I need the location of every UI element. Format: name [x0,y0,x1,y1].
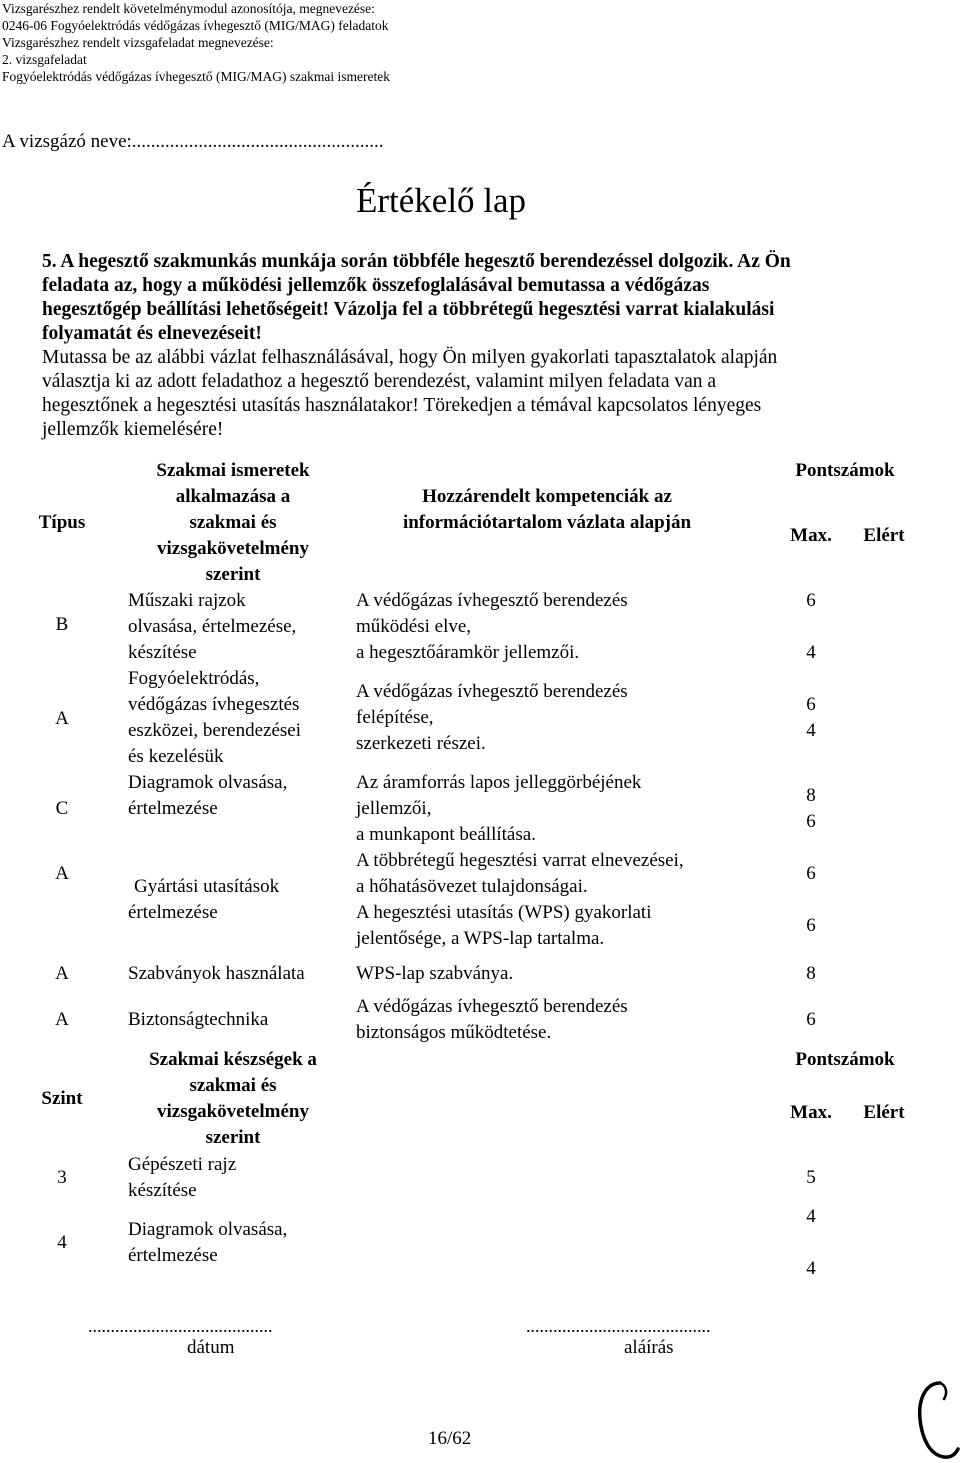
task-bold-4: folyamatát és elnevezéseit! [42,323,262,344]
row2-max-a: 6 [806,694,816,715]
row6-knowledge: Biztonságtechnika [128,1009,269,1030]
row1-max-b: 4 [806,642,816,663]
skill-row1-name: Gépészeti rajz készítése [128,1154,237,1201]
task-plain-3: hegesztőnek a hegesztési utasítás használatakor! Törekedjen a témával kapcsolatos lényeges [42,395,762,416]
task-plain-2: választja ki az adott feladathoz a hegesztő berendezést, valamint milyen feladata van a [42,371,717,392]
header-task-name: Fogyóelektródás védőgázas ívhegesztő (MIG/MAG) szakmai ismeretek [2,69,391,84]
col-header-competence: Hozzárendelt kompetenciák az információtartalom vázlata alapján [402,486,692,533]
header-module-name: 0246-06 Fogyóelektródás védőgázas ívhegesztő (MIG/MAG) feladatok [2,18,389,33]
row2-max-b: 4 [806,720,816,741]
row3-max-b: 6 [806,811,816,832]
row3-knowledge: Diagramok olvasása, értelmezése [128,772,288,819]
row6-type: A [55,1009,69,1030]
row5-max: 8 [806,963,816,984]
col2-header-points: Pontszámok [795,1049,895,1070]
row5-knowledge: Szabványok használata [128,963,305,984]
col-header-knowledge: Szakmai ismeretek alkalmazása a szakmai és vizsgakövetelmény szerint [156,460,310,585]
row6-competence: A védőgázas ívhegesztő berendezés biztonságos működtetése. [356,996,628,1043]
col2-header-skills: Szakmai készségek a szakmai és vizsgakövetelmény szerint [149,1049,317,1148]
task-bold-2: feladata az, hogy a működési jellemzők összefoglalásával bemutassa a védőgázas [42,275,710,296]
signature-dots: ......................................... [526,1316,711,1336]
date-dots: ......................................... [88,1316,273,1336]
task-bold-1: 5. A hegesztő szakmunkás munkája során többféle hegesztő berendezéssel dolgozik. Az Ön [42,251,791,272]
row3-competence: Az áramforrás lapos jelleggörbéjének jellemzői, a munkapont beállítása. [356,772,642,845]
evaluation-table [0,455,960,1298]
row3-type: C [55,798,69,819]
col2-header-max: Max. [790,1102,832,1123]
header-task-number: 2. vizsgafeladat [2,52,87,67]
task-bold-3: hegesztőgép beállítási lehetőségeit! Vázolja fel a többrétegű hegesztési varrat kialakulási [42,299,775,320]
header-task-label: Vizsgarészhez rendelt vizsgafeladat megnevezése: [2,35,274,50]
row6-max: 6 [806,1009,816,1030]
row4-max-b: 6 [806,915,816,936]
task-plain-1: Mutassa be az alábbi vázlat felhasználásával, hogy Ön milyen gyakorlati tapasztalatok alapján [42,347,778,368]
col2-header-achieved: Elért [863,1102,905,1123]
row4-competence: A többrétegű hegesztési varrat elnevezései, a hőhatásövezet tulajdonságai. A hegesztési utasítás (WPS) gyakorlati jelentősége, a WPS-lap tartalma. [356,850,684,949]
skill-row1-level: 3 [57,1167,67,1188]
row2-competence: A védőgázas ívhegesztő berendezés felépítése, szerkezeti részei. [356,681,628,754]
task-plain-4: jellemzők kiemelésére! [42,419,224,440]
row5-competence: WPS-lap szabványa. [356,963,514,984]
page-number: 16/62 [428,1428,472,1449]
row4-knowledge: Gyártási utasítások értelmezése [128,876,280,923]
col-header-points: Pontszámok [795,460,895,481]
page-title: Értékelő lap [356,181,527,220]
handwritten-signature [900,1375,960,1463]
row5-type: A [55,963,69,984]
row4-max-a: 6 [806,863,816,884]
row4-type: A [55,863,69,884]
skill-row2-name: Diagramok olvasása, értelmezése [128,1219,288,1266]
header-module-label: Vizsgarészhez rendelt követelménymodul azonosítója, megnevezése: [2,1,375,16]
row3-max-a: 8 [806,785,816,806]
col2-header-level: Szint [41,1088,83,1109]
skill-row2-max-a: 4 [806,1206,816,1227]
skill-row1-max: 5 [806,1167,816,1188]
col-header-max: Max. [790,525,832,546]
row1-max-a: 6 [806,590,816,611]
col-header-type: Típus [38,512,86,533]
row1-competence: A védőgázas ívhegesztő berendezés működési elve, a hegesztőáramkör jellemzői. [356,590,628,663]
date-label: dátum [187,1337,235,1358]
row2-knowledge: Fogyóelektródás, védőgázas ívhegesztés eszközei, berendezései és kezelésük [128,668,302,767]
skill-row2-max-b: 4 [806,1258,816,1279]
row1-knowledge: Műszaki rajzok olvasása, értelmezése, készítése [128,590,297,663]
signature-label: aláírás [624,1337,674,1358]
row2-type: A [55,708,69,729]
skill-row2-level: 4 [57,1232,67,1253]
examinee-name-line: A vizsgázó neve:..................................................... [2,131,384,152]
row1-type: B [55,614,69,635]
col-header-achieved: Elért [863,525,905,546]
task-description [42,250,942,442]
